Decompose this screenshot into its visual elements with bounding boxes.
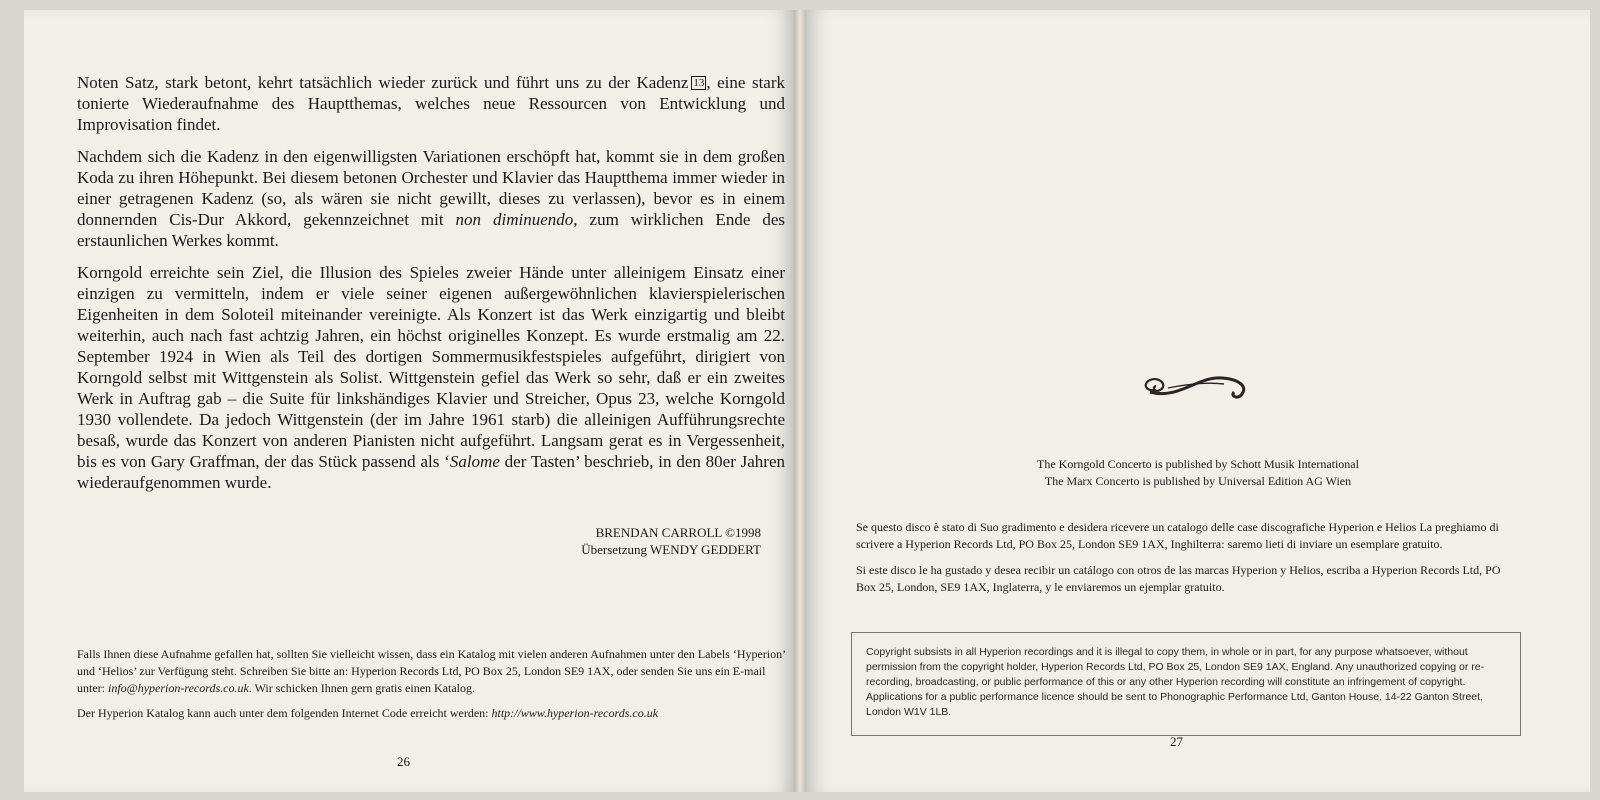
korngold-publisher: The Korngold Concerto is published by Schott Musik International [1037, 457, 1359, 471]
track-marker: 13 [693, 77, 705, 89]
left-page [24, 10, 794, 792]
essay-paragraph-3: Korngold erreichte sein Ziel, die Illusion des Spieles zweier Hände unter alleinigem Einsatz einer einzigen zu vermitteln, indem er viele seiner eigenen außergewöhnlichen klavierspielerischen Eigenheiten in dem Soloteil miteinander vereinigte. Als Konzert ist das Werk einzigartig und bleibt weiterhin, auch nach fast achtzig Jahren, ein höchst originelles Konzept. Es wurde erstmalig am 22. September 1924 in Wien als Teil des dortigen Sommermusikfestspieles aufgeführt, dirigiert von Korngold selbst mit Wittgenstein als Solist. Wittgenstein gefiel das Werk so sehr, daß er ein zweites Werk in Auftrag gab – die Suite für linkshändiges Klavier und Streicher, Opus 23, welche Korngold 1930 vollendete. Da jedoch Wittgenstein (der im Jahre 1961 starb) die alleinigen Aufführungsrechte besaß, wurde das Konzert von anderen Pianisten nicht aufgeführt. Langsam gerat es in Vergessenheit, bis es von Gary Graffman, der das Stück passend als ‘Salome der Tasten’ beschrieb, in den 80er Jahren wiederaufgenommen wurde. [77, 263, 786, 492]
book-gutter [794, 10, 806, 792]
essay-paragraph-1: Noten Satz, stark betont, kehrt tatsächlich wieder zurück und führt uns zu der Kadenz 13 , eine stark tonierte Wiederaufnahme des Hauptthemas, welches neue Ressourcen von Entwicklung und Improvisation findet. [77, 73, 785, 134]
marx-publisher: The Marx Concerto is published by Universal Edition AG Wien [1044, 474, 1352, 488]
email-address[interactable]: info@hyperion-records.co.uk [108, 681, 249, 695]
flourish-ornament-icon [1138, 366, 1254, 406]
translator-name: Übersetzung WENDY GEDDERT [581, 542, 761, 557]
catalog-notice-spanish: Si este disco le ha gustado y desea recibir un catálogo con otros de las marcas Hyperion y Helios, escriba a Hyperion Records Ltd, PO Box 25, London, SE9 1AX, Inglaterra, y le enviaremos un ejemplar gratuito. [856, 563, 1501, 594]
publisher-credits [806, 456, 1590, 490]
catalog-request-paragraph: Falls Ihnen diese Aufnahme gefallen hat, sollten Sie vielleicht wissen, dass ein Katalog mit vielen anderen Aufnahmen unter den Labels ‘Hyperion’ und ‘Helios’ zur Verfügung steht. Schreiben Sie bitte an: Hyperion Records Ltd, PO Box 25, London SE9 1AX, oder senden Sie uns ein E-mail unter: info@hyperion-records.co.uk. Wir schicken Ihnen gern gratis einen Katalog. [77, 647, 786, 695]
catalog-notice-italian: Se questo disco è stato di Suo gradimento e desidera ricevere un catalogo delle case discografiche Hyperion e Helios La preghiamo di scrivere a Hyperion Records Ltd, PO Box 25, London SE9 1AX, Inghilterra: saremo lieti di inviare un esemplare gratuito. [856, 520, 1499, 551]
author-credit [581, 524, 761, 558]
page-number-right: 27 [1170, 734, 1183, 749]
internet-code-paragraph: Der Hyperion Katalog kann auch unter dem folgenden Internet Code erreicht werden: http://www.hyperion-records.co.uk [77, 706, 659, 720]
catalog-notice-german [77, 646, 787, 730]
page-number-left: 26 [397, 754, 410, 769]
website-url[interactable]: http://www.hyperion-records.co.uk [491, 706, 659, 720]
author-name: BRENDAN CARROLL ©1998 [595, 525, 761, 540]
essay-paragraph-2: Nachdem sich die Kadenz in den eigenwilligsten Variationen erschöpft hat, kommt sie in dem großen Koda zu ihren Höhepunkt. Bei diesem betonen Orchester und Klavier das Hauptthema immer wieder in einer getragenen Kadenz (so, als wären sie nicht gewillt, dieses zu verlassen), bevor es in einem donnernden Cis-Dur Akkord, gekennzeichnet mit non diminuendo, zum wirklichen Ende des erstaunlichen Werkes kommt. [77, 147, 785, 250]
essay-body [77, 72, 785, 504]
copyright-box [851, 632, 1521, 736]
copyright-notice: Copyright subsists in all Hyperion recordings and it is illegal to copy them, in whole or in part, for any purpose whatsoever, without permission from the copyright holder, Hyperion Records Ltd, PO Box 25, London SE9 1AX, England. Any unauthorized copying or re-recording, broadcasting, or public performance of this or any other Hyperion recording will constitute an infringement of copyright. Applications for a public performance licence should be sent to Phonographic Performance Ltd, Ganton House, 14-22 Ganton Street, London W1V 1LB. [866, 646, 1485, 718]
right-page [806, 10, 1590, 792]
catalog-notices [856, 519, 1516, 605]
